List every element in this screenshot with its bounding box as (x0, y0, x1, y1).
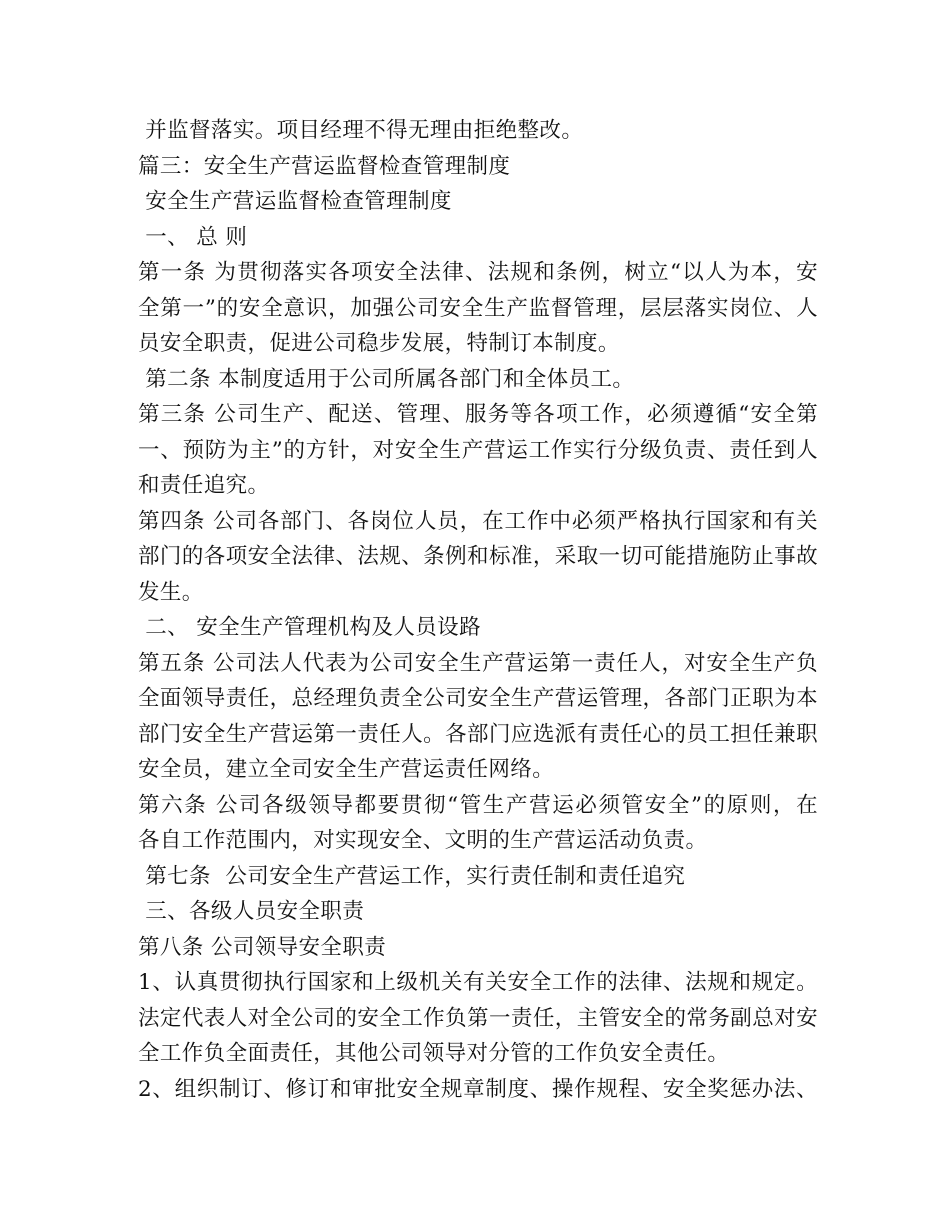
text-line: 和责任追究。 (138, 473, 270, 498)
section-heading: 篇三：安全生产营运监督检查管理制度 (138, 153, 511, 179)
chapter-heading: 二、 安全生产管理机构及人员设路 (138, 615, 481, 640)
text-line: 全面领导责任，总经理负责全公司安全生产营运管理，各部门正职为本 (138, 686, 818, 711)
text-line: 第五条 公司法人代表为公司安全生产营运第一责任人，对安全生产负 (138, 650, 818, 676)
text-line: 第四条 公司各部门、各岗位人员，在工作中必须严格执行国家和有关 (138, 508, 818, 534)
text-line: 各自工作范围内，对实现安全、文明的生产营运活动负责。 (138, 828, 708, 853)
chapter-heading: 一、 总 则 (138, 224, 248, 250)
text-line: 部门安全生产营运第一责任人。各部门应选派有责任心的员工担任兼职 (138, 721, 818, 747)
chapter-heading: 三、各级人员安全职责 (138, 899, 365, 924)
text-line: 发生。 (138, 579, 204, 605)
text-line: 法定代表人对全公司的安全工作负第一责任，主管安全的常务副总对安 (138, 1005, 818, 1031)
text-line: 并监督落实。项目经理不得无理由拒绝整改。 (138, 118, 584, 143)
text-line: 全工作负全面责任，其他公司领导对分管的工作负安全责任。 (138, 1041, 730, 1066)
text-line: 第三条 公司生产、配送、管理、服务等各项工作，必须遵循“安全第 (138, 402, 818, 427)
text-line: 第二条 本制度适用于公司所属各部门和全体员工。 (138, 366, 635, 392)
text-line: 第七条 公司安全生产营运工作，实行责任制和责任追究 (138, 863, 686, 889)
text-line: 安全员，建立全司安全生产营运责任网络。 (138, 757, 555, 782)
article-heading: 第八条 公司领导安全职责 (138, 934, 387, 960)
document-title: 安全生产营运监督检查管理制度 (138, 189, 452, 214)
text-line: 员安全职责，促进公司稳步发展，特制订本制度。 (138, 331, 620, 356)
text-line: 1、认真贯彻执行国家和上级机关有关安全工作的法律、法规和规定。 (138, 970, 818, 995)
document-page (138, 113, 818, 1107)
text-line: 第六条 公司各级领导都要贯彻“管生产营运必须管安全”的原则，在 (138, 792, 818, 818)
text-line: 一、预防为主”的方针，对安全生产营运工作实行分级负责、责任到人 (138, 437, 818, 463)
text-line: 部门的各项安全法律、法规、条例和标准，采取一切可能措施防止事故 (138, 544, 818, 569)
text-line: 全第一”的安全意识，加强公司安全生产监督管理，层层落实岗位、人 (138, 295, 818, 321)
text-line: 2、组织制订、修订和审批安全规章制度、操作规程、安全奖惩办法、 (138, 1076, 818, 1102)
text-line: 第一条 为贯彻落实各项安全法律、法规和条例，树立“以人为本，安 (138, 260, 818, 285)
